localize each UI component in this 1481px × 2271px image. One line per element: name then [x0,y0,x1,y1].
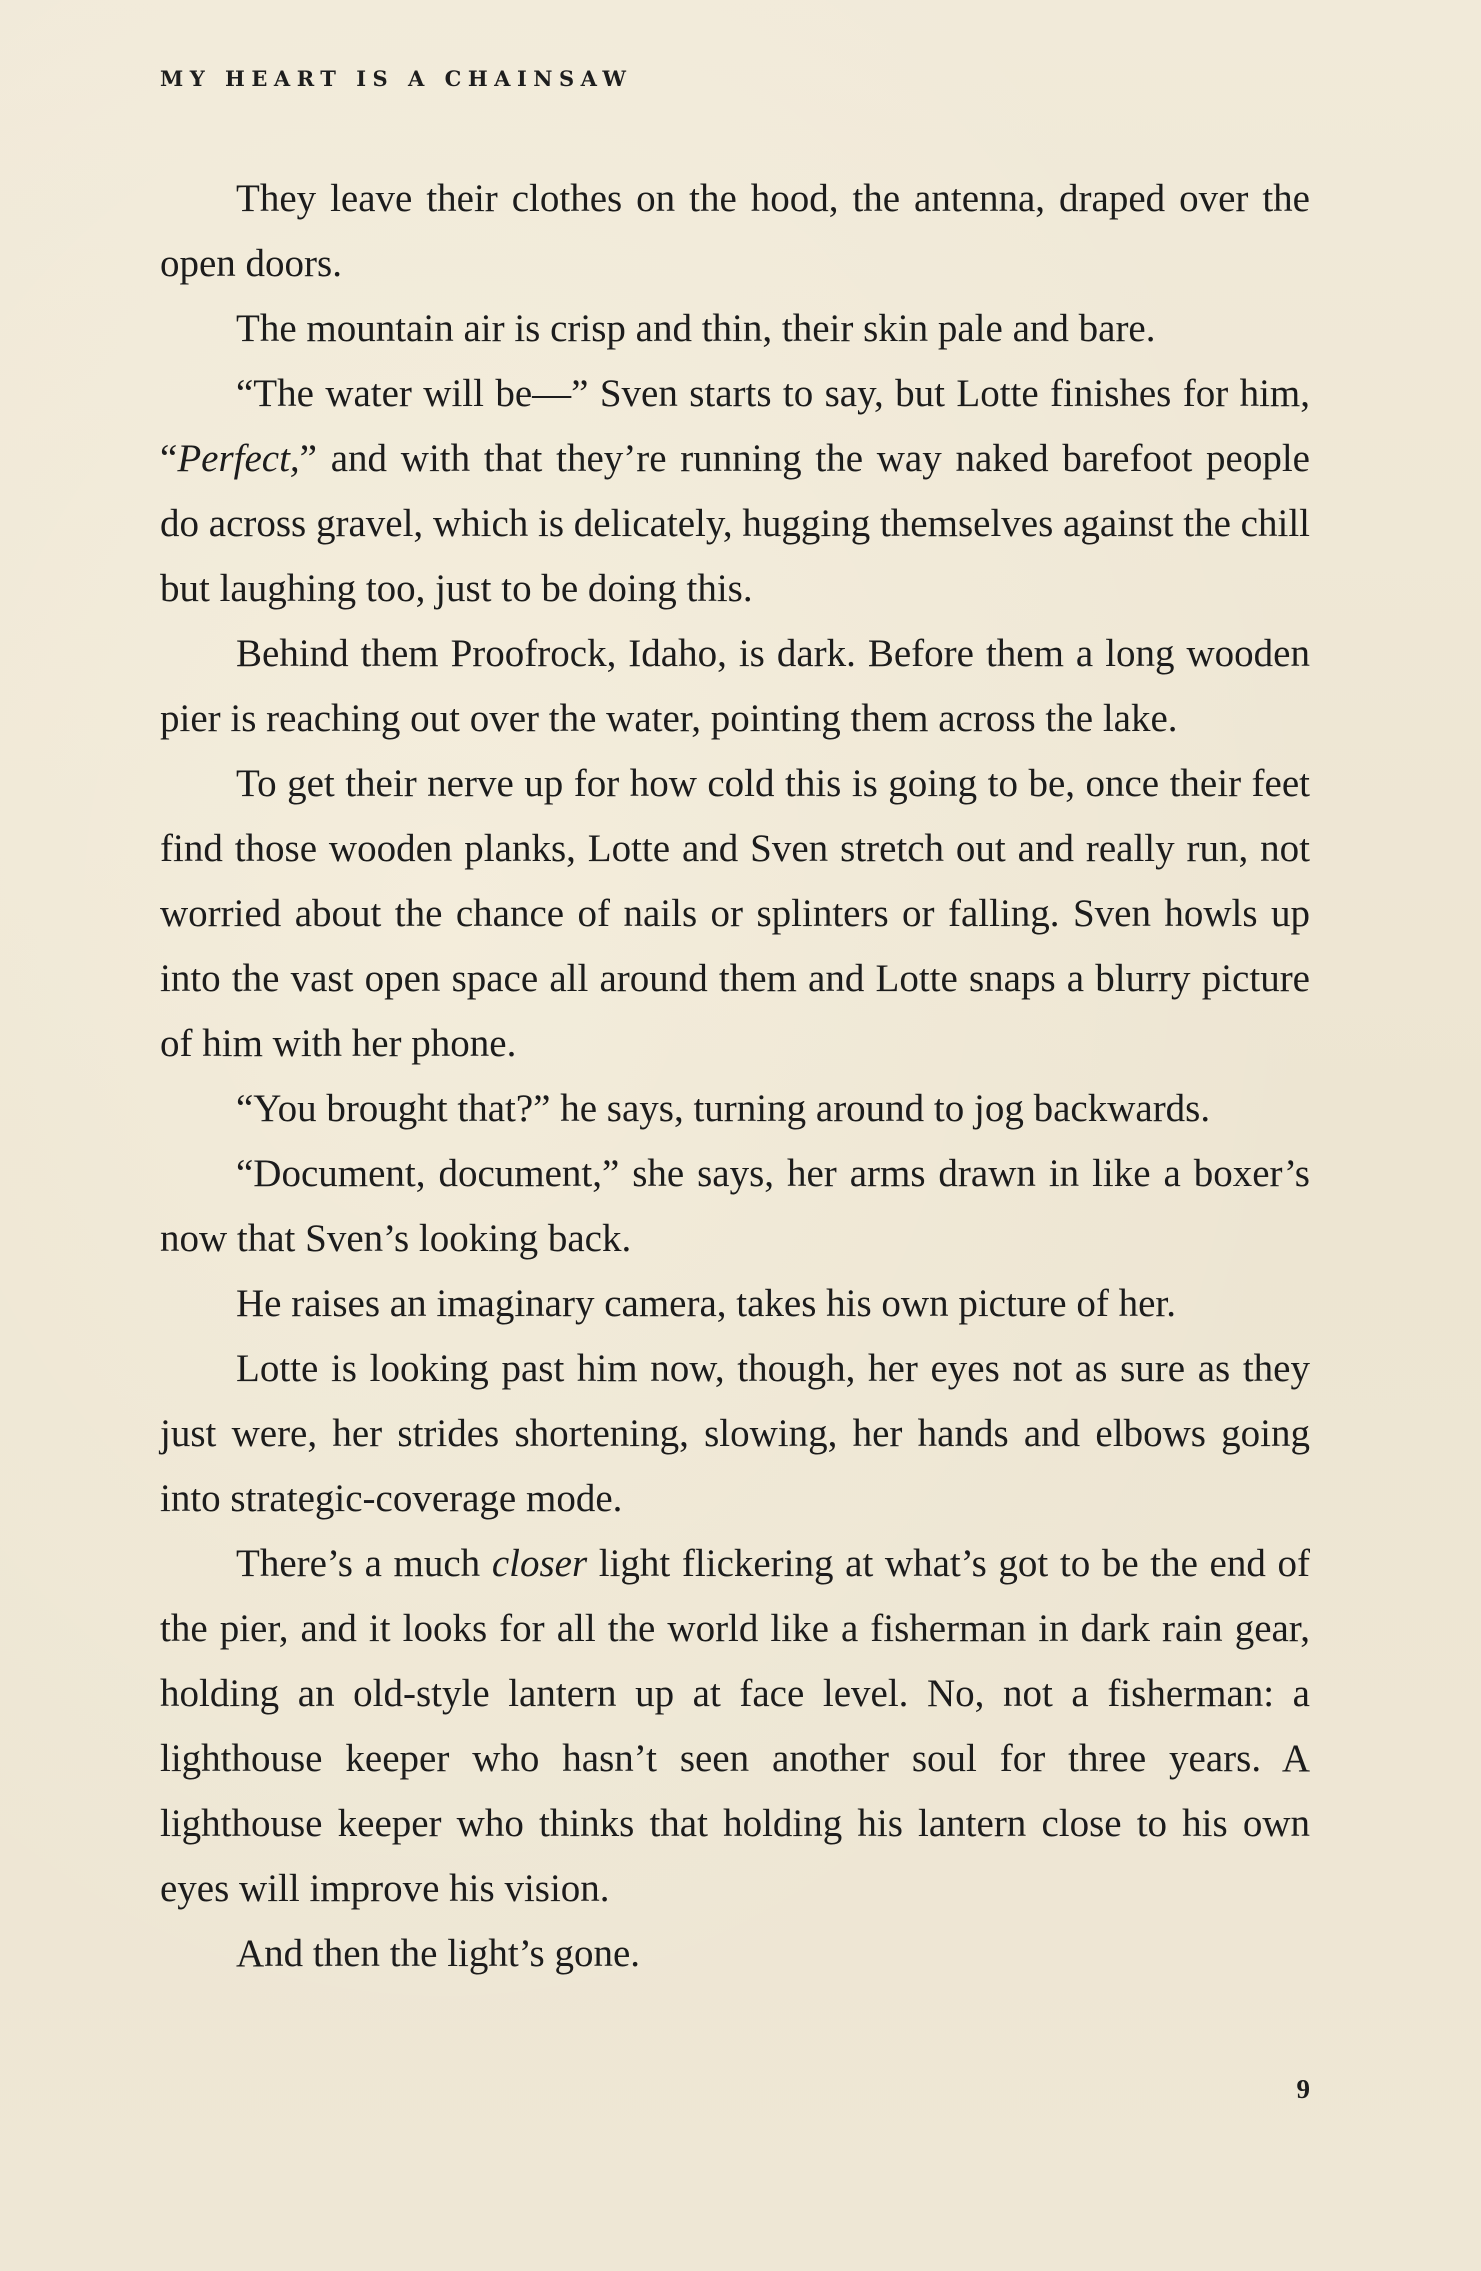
paragraph [160,621,1310,751]
page-number: 9 [1296,2074,1310,2104]
paragraph [160,1141,1310,1271]
text-run: The mountain air is crisp and thin, their skin pale and bare. [236,307,1156,350]
paragraph [160,1271,1310,1336]
italic-text: Perfect, [177,437,300,480]
text-run: They leave their clothes on the hood, the antenna, draped over the open doors. [160,177,1310,285]
text-run: ” and with that they’re running the way naked barefoot people do across gravel, which is delicately, hugging themselves against the chill but laughing too, just to be doing this. [160,437,1310,610]
running-head: MY HEART IS A CHAINSAW [160,66,633,91]
text-run: He raises an imaginary camera, takes his own picture of her. [236,1282,1176,1325]
italic-text: closer [491,1542,588,1585]
paragraph [160,1336,1310,1531]
text-run: And then the light’s gone. [236,1932,641,1975]
text-run: To get their nerve up for how cold this is going to be, once their feet find those wooden planks, Lotte and Sven stretch out and really run, not worried about the chance of nails or splinters or falling. Sven howls up into the vast open space all around them and Lotte snaps a blurry picture of him with her phone. [160,762,1310,1065]
text-run: “Document, document,” she says, her arms drawn in like a boxer’s now that Sven’s looking back. [160,1152,1310,1260]
paragraph [160,361,1310,621]
paragraph [160,1531,1310,1921]
paragraph [160,1076,1310,1141]
text-run: light flickering at what’s got to be the end of the pier, and it looks for all the world like a fisherman in dark rain gear, holding an old-style lantern up at face level. No, not a fisherman: a lighthouse keeper who hasn’t seen another soul for three years. A lighthouse keeper who thinks that holding his lantern close to his own eyes will improve his vision. [160,1542,1310,1910]
body-text [160,166,1310,1986]
paragraph [160,751,1310,1076]
paragraph [160,296,1310,361]
text-run: Lotte is looking past him now, though, her eyes not as sure as they just were, her strides shortening, slowing, her hands and elbows going into strategic-coverage mode. [160,1347,1310,1520]
text-run: There’s a much [236,1542,492,1585]
text-run: “The water will be—” Sven starts to say, but Lotte finishes for him, “ [160,372,1310,480]
paragraph [160,1921,1310,1986]
text-run: Behind them Proofrock, Idaho, is dark. Before them a long wooden pier is reaching out over the water, pointing them across the lake. [160,632,1310,740]
paragraph [160,166,1310,296]
text-run: “You brought that?” he says, turning around to jog backwards. [236,1087,1211,1130]
